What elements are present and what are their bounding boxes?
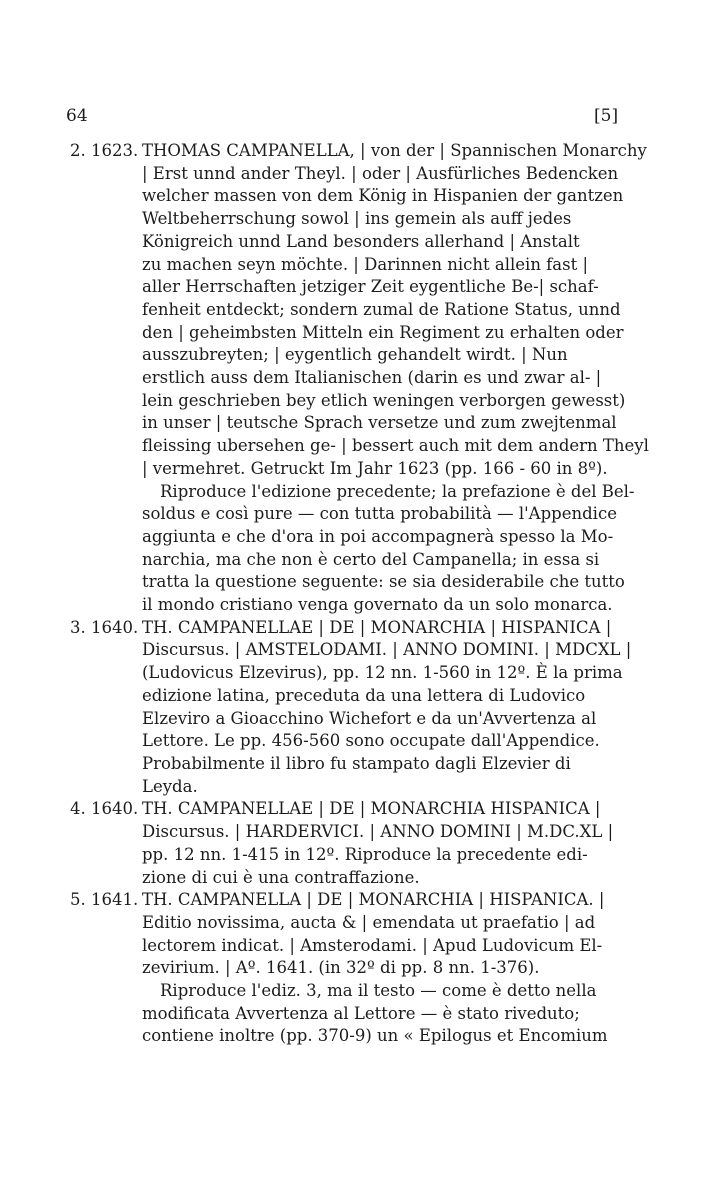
entry-line: (Ludovicus Elzevirus), pp. 12 nn. 1-560 in 12º. È la prima: [142, 663, 623, 683]
note-line: narchia, ma che non è certo del Campanella; in essa si: [142, 549, 600, 569]
bibliography-entry: [70, 617, 632, 799]
entry-line: in unser | teutsche Sprach versetze und zum zwejtenmal: [142, 413, 617, 433]
note-line: Riproduce l'edizione precedente; la prefazione è del Bel-: [160, 481, 635, 501]
entry-line: aller Herrschaften jetziger Zeit eygentliche Be-| schaf-: [142, 277, 599, 297]
entry-line: Königreich unnd Land besonders allerhand | Anstalt: [142, 231, 580, 251]
entry-number: 5. 1641.: [70, 890, 139, 910]
note-line: contiene inoltre (pp. 370-9) un « Epilogus et Encomium: [142, 1026, 608, 1046]
entry-line: zu machen seyn möchte. | Darinnen nicht allein fast |: [142, 254, 589, 274]
entry-line: TH. CAMPANELLAE | DE | MONARCHIA | HISPANICA |: [142, 617, 612, 637]
entry-line: TH. CAMPANELLAE | DE | MONARCHIA HISPANICA |: [142, 799, 601, 819]
entry-line: welcher massen von dem König in Hispanien der gantzen: [142, 186, 624, 206]
entry-line: ausszubreyten; | eygentlich gehandelt wirdt. | Nun: [142, 345, 568, 365]
entry-number: 2. 1623.: [70, 141, 139, 160]
section-mark: [5]: [594, 106, 619, 126]
entry-line: fenheit entdeckt; sondern zumal de Ratione Status, unnd: [142, 299, 621, 319]
bibliography-entry: [70, 140, 649, 481]
entry-line: Probabilmente il libro fu stampato dagli Elzevier di: [142, 753, 571, 773]
entry-line: edizione latina, preceduta da una lettera di Ludovico: [142, 685, 586, 705]
entry-line: pp. 12 nn. 1-415 in 12º. Riproduce la precedente edi-: [142, 844, 588, 864]
entry-line: Lettore. Le pp. 456-560 sono occupate dall'Appendice.: [142, 731, 600, 751]
entry-note: [70, 481, 635, 617]
entry-note: [70, 980, 620, 1048]
entry-line: zione di cui è una contraffazione.: [142, 867, 420, 887]
note-line: aggiunta e che d'ora in poi accompagnerà spesso la Mo-: [142, 526, 614, 546]
entry-line: den | geheimbsten Mitteln ein Regiment zu erhalten oder: [142, 322, 624, 342]
entry-line: Discursus. | HARDERVICI. | ANNO DOMINI | M.DC.XL |: [142, 822, 614, 842]
entry-line: Leyda.: [142, 776, 198, 796]
entry-line: erstlich auss dem Italianischen (darin es und zwar al- |: [142, 368, 602, 388]
entry-line: zevirium. | Aº. 1641. (in 32º di pp. 8 nn. 1-376).: [142, 958, 540, 978]
note-line: Riproduce l'ediz. 3, ma il testo — come è detto nella: [160, 981, 597, 1001]
entry-line: | vermehret. Getruckt Im Jahr 1623 (pp. 166 - 60 in 8º).: [142, 458, 608, 478]
note-line: soldus e così pure — con tutta probabilità — l'Appendice: [142, 504, 617, 524]
entry-line: | Erst unnd ander Theyl. | oder | Ausfürliches Bedencken: [142, 163, 619, 183]
entry-line: Elzeviro a Gioacchino Wichefort e da un'Avvertenza al: [142, 708, 597, 728]
note-line: tratta la questione seguente: se sia desiderabile che tutto: [142, 572, 625, 592]
note-line: modificata Avvertenza al Lettore — è stato riveduto;: [142, 1003, 580, 1023]
entry-line: fleissing ubersehen ge- | bessert auch mit dem andern Theyl: [142, 436, 649, 456]
bibliography-entry: [70, 889, 620, 980]
entry-line: Weltbeherrschung sowol | ins gemein als auff jedes: [142, 209, 572, 229]
entry-line: lein geschrieben bey etlich weningen verborgen gewesst): [142, 390, 626, 410]
note-line: il mondo cristiano venga governato da un solo monarca.: [142, 595, 613, 615]
entry-line: lectorem indicat. | Amsterodami. | Apud Ludovicum El-: [142, 935, 603, 955]
bibliography-entries: [70, 140, 649, 1048]
page-number: 64: [66, 106, 88, 126]
bibliography-entry: [70, 798, 620, 889]
entry-line: THOMAS CAMPANELLA, | von der | Spannischen Monarchy: [142, 141, 647, 160]
entry-line: TH. CAMPANELLA | DE | MONARCHIA | HISPANICA. |: [142, 890, 605, 910]
entry-number: 4. 1640.: [70, 799, 139, 819]
entry-line: Editio novissima, aucta & | emendata ut praefatio | ad: [142, 912, 596, 932]
entry-line: Discursus. | AMSTELODAMI. | ANNO DOMINI. | MDCXL |: [142, 640, 632, 660]
entry-number: 3. 1640.: [70, 617, 139, 637]
